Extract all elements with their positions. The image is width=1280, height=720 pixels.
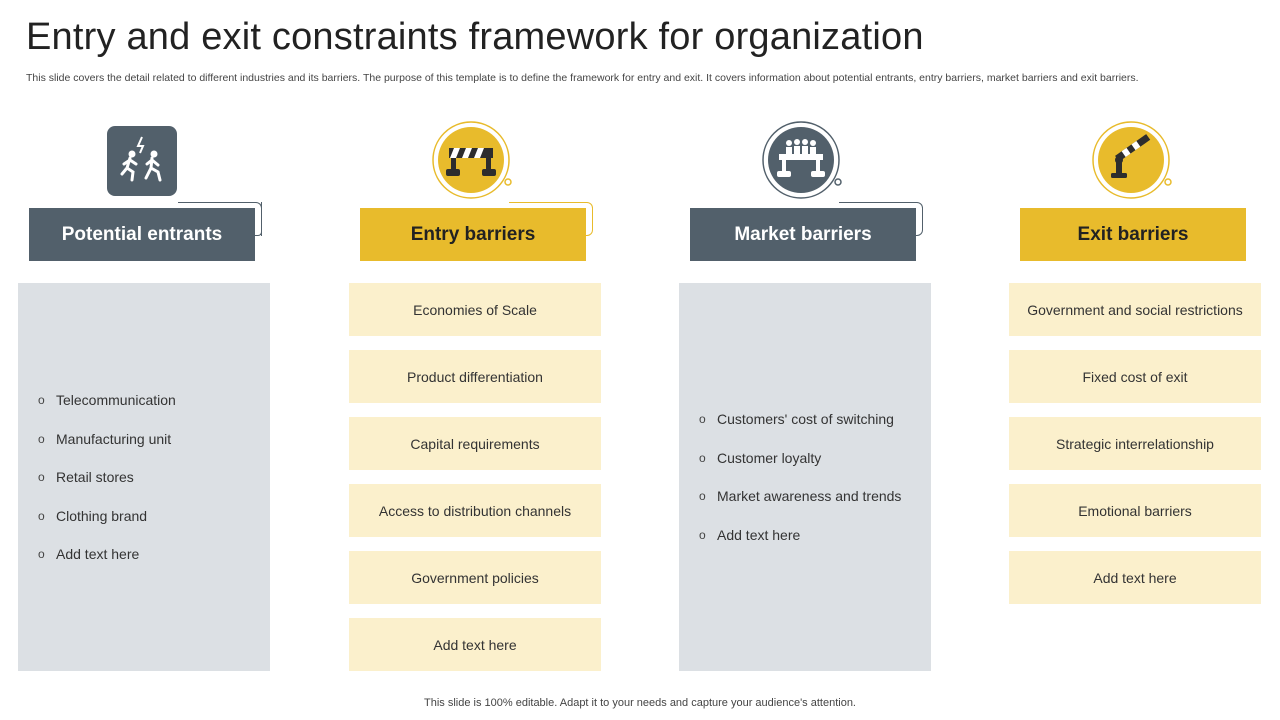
- list-item: Add text here: [1009, 551, 1261, 604]
- list-item: Economies of Scale: [349, 283, 601, 336]
- list-item: o Manufacturing unit: [38, 430, 172, 447]
- page-title: Entry and exit constraints framework for organization: [26, 16, 924, 58]
- bullet-marker: o: [38, 508, 45, 523]
- bullet-list: [679, 283, 931, 671]
- page-subtitle: This slide covers the detail related to different industries and its barriers. The purpose of this template is to define the framework for entry and exit. It covers information about potential entrants, entry barriers, market barriers and exit barriers.: [26, 72, 1139, 84]
- list-item: Access to distribution channels: [349, 484, 601, 537]
- crowd-barrier-icon: [759, 118, 845, 204]
- bullet-marker: o: [699, 489, 706, 504]
- footer-note: This slide is 100% editable. Adapt it to your needs and capture your audience's attention.: [424, 697, 856, 709]
- list-item: Add text here: [349, 618, 601, 671]
- bullet-marker: o: [699, 450, 706, 465]
- column-market-barriers: [679, 118, 979, 678]
- road-barrier-icon: [429, 118, 515, 204]
- column-potential-entrants: [18, 118, 318, 678]
- list-item: o Clothing brand: [38, 507, 148, 524]
- list-item: Product differentiation: [349, 350, 601, 403]
- list-item: o Customers' cost of switching: [699, 411, 894, 428]
- column-exit-barriers: [1009, 118, 1280, 678]
- list-item: Capital requirements: [349, 417, 601, 470]
- connector-line: [254, 202, 262, 236]
- bullet-marker: o: [38, 393, 45, 407]
- bullet-marker: o: [699, 527, 706, 542]
- bullet-marker: o: [38, 470, 45, 484]
- list-item: o Market awareness and trends: [699, 488, 902, 505]
- header-potential-entrants: Potential entrants: [29, 208, 255, 261]
- bullet-marker: o: [38, 547, 45, 561]
- list-item: o Retail stores: [38, 469, 134, 485]
- column-entry-barriers: [349, 118, 649, 678]
- boom-gate-icon: [1089, 118, 1175, 204]
- bullet-marker: o: [699, 412, 706, 427]
- header-market-barriers: Market barriers: [690, 208, 916, 261]
- list-item: o Telecommunication: [38, 392, 176, 408]
- bullet-marker: o: [38, 431, 45, 446]
- list-item: Government policies: [349, 551, 601, 604]
- list-item: o Add text here: [38, 546, 140, 562]
- list-item: Strategic interrelationship: [1009, 417, 1261, 470]
- bullet-list: [18, 283, 270, 671]
- header-exit-barriers: Exit barriers: [1020, 208, 1246, 261]
- list-item: o Customer loyalty: [699, 449, 822, 466]
- list-item: o Add text here: [699, 526, 801, 543]
- people-running-icon: [102, 122, 182, 202]
- header-entry-barriers: Entry barriers: [360, 208, 586, 261]
- list-item: Fixed cost of exit: [1009, 350, 1261, 403]
- list-item: Government and social restrictions: [1009, 283, 1261, 336]
- list-item: Emotional barriers: [1009, 484, 1261, 537]
